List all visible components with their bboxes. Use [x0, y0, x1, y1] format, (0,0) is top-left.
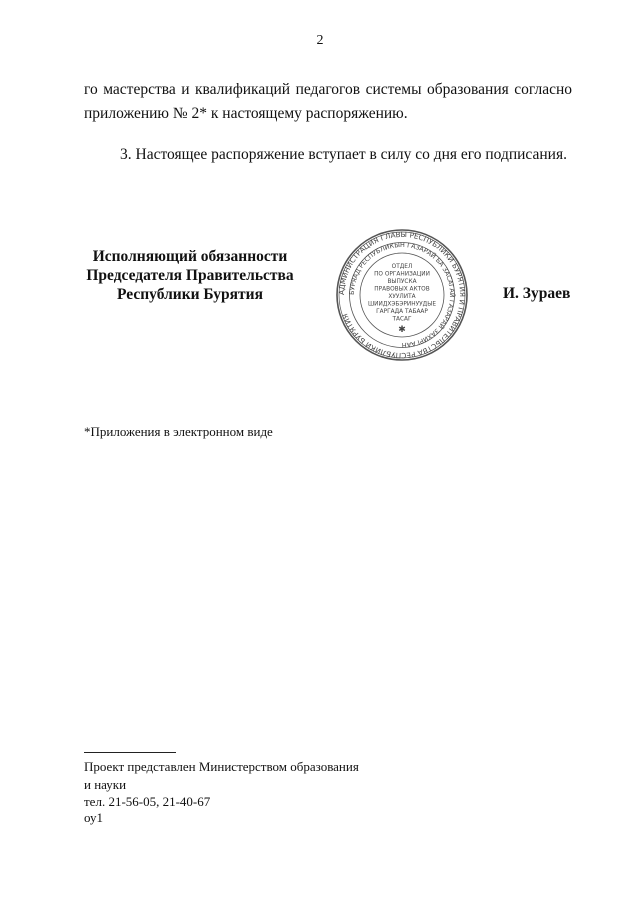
project-info-line: тел. 21-56-05, 21-40-67 — [84, 794, 211, 809]
seal-graphic — [335, 228, 469, 362]
seal-center-line: ГАРГАДА ТАБААР — [376, 309, 428, 315]
paragraph-line: го мастерства и квалификаций педагогов системы образования согласно — [84, 81, 572, 98]
project-info-line: Проект представлен Министерством образования — [84, 759, 359, 774]
project-info — [84, 758, 359, 811]
signatory-title — [74, 247, 306, 304]
appendix-footnote: *Приложения в электронном виде — [84, 424, 273, 439]
paragraph-line: приложению № 2* к настоящему распоряжению. — [84, 105, 408, 122]
project-info-line: и науки — [84, 776, 127, 792]
seal-center-line: ХУУЛИТА — [388, 294, 416, 300]
seal-center-line: ВЫПУСКА — [387, 279, 417, 285]
seal-center-line: ШИИДХЭБЭРИНУУДЫЕ — [367, 301, 437, 308]
signatory-title-line: Председателя Правительства — [86, 267, 294, 284]
page-number: 2 — [316, 33, 324, 48]
seal-inner-text: БУРЯАД РЕСПУБЛИКЫН ГАЗАРАЙ БА ЗАСАГАЙ ГАЗАРАЙ ЗАХИРГААН — [347, 240, 457, 350]
seal-outer-text: АДМИНИСТРАЦИЯ ГЛАВЫ РЕСПУБЛИКИ БУРЯТИЯ И ПРАВИТЕЛЬСТВА РЕСПУБЛИКИ БУРЯТИЯ — [336, 229, 468, 361]
seal-center-line: ТАСАГ — [392, 316, 412, 323]
executor-code: оу1 — [84, 810, 104, 825]
body-paragraph-continuation — [84, 78, 572, 126]
seal-star-icon: ✱ — [398, 325, 406, 335]
official-seal — [335, 228, 469, 362]
signatory-title-line: Исполняющий обязанности — [92, 248, 288, 265]
seal-center-line: ОТДЕЛ — [391, 264, 413, 270]
seal-center-line: ПРАВОВЫХ АКТОВ — [374, 286, 430, 293]
seal-center-line: ПО ОРГАНИЗАЦИИ — [374, 271, 430, 278]
signatory-title-line: Республики Бурятия — [117, 286, 263, 303]
footer-divider — [84, 752, 176, 753]
signatory-name: И. Зураев — [503, 285, 571, 302]
body-paragraph-effective-date: 3. Настоящее распоряжение вступает в силу со дня его подписания. — [120, 146, 567, 163]
